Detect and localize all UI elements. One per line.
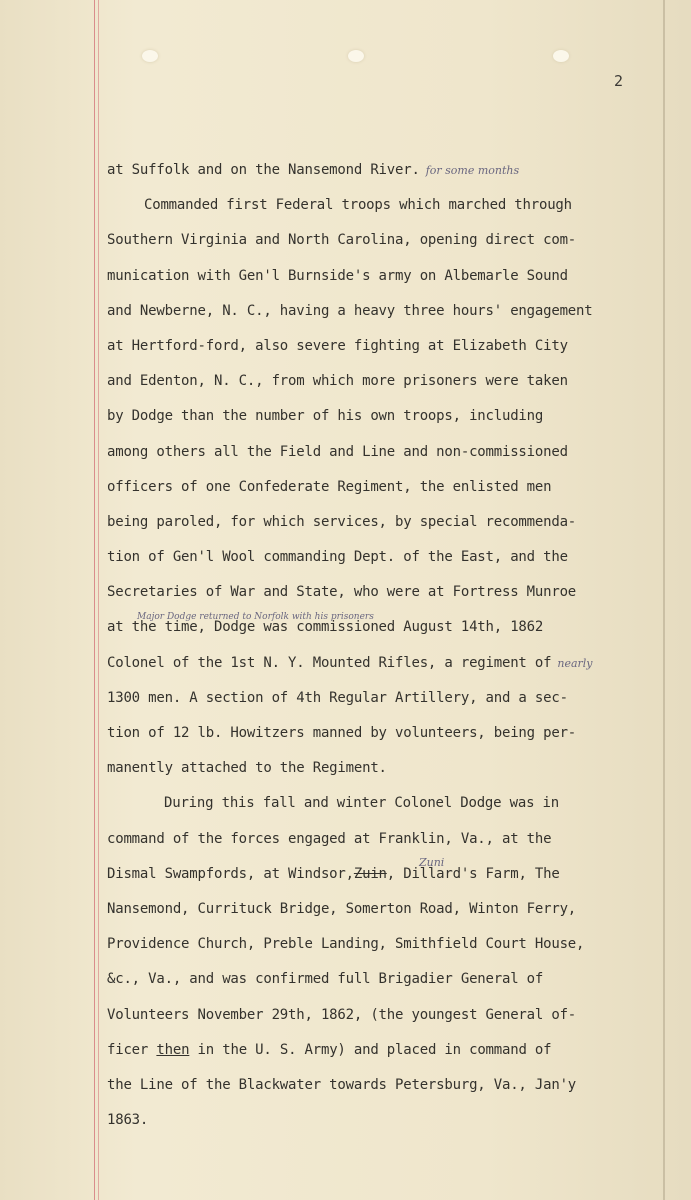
text-line: 1863. (107, 1112, 149, 1129)
text-line: at Suffolk and on the Nansemond River. for some months (107, 162, 520, 178)
text-line: manently attached to the Regiment. (107, 760, 387, 777)
text-line: Secretaries of War and State, who were at Fortress Munroe Major Dodge returned to Norfolk with his prisoners (107, 580, 657, 615)
text-line: among others all the Field and Line and non-commissioned (107, 443, 568, 460)
text-line: and Newberne, N. C., having a heavy three hours' engagement (107, 302, 593, 319)
text-line: Commanded first Federal troops which marched through (144, 197, 572, 214)
margin-rule (98, 0, 99, 1200)
text-line: Providence Church, Preble Landing, Smithfield Court House, (107, 936, 585, 953)
handwritten-note: nearly (557, 656, 593, 670)
text-line: being paroled, for which services, by special recommenda- (107, 513, 577, 530)
text-line: Colonel of the 1st N. Y. Mounted Rifles, a regiment of nearly (107, 654, 593, 671)
text-line: at the time, Dodge was commissioned August 14th, 1862 (107, 619, 544, 636)
text-line: Dismal Swampfords, at Windsor,Zuin, Dillard's Farm, The Zuni (107, 862, 657, 897)
text-line: Southern Virginia and North Carolina, opening direct com- (107, 232, 577, 249)
punch-hole (142, 50, 158, 62)
struck-word: Zuin (353, 865, 387, 882)
text-line: tion of Gen'l Wool commanding Dept. of the East, and the (107, 549, 568, 566)
text-line: Volunteers November 29th, 1862, (the youngest General of- (107, 1006, 577, 1023)
punch-hole (553, 50, 569, 62)
typed-text (107, 158, 657, 1143)
underlined-word: then (156, 1041, 190, 1058)
text-line: tion of 12 lb. Howitzers manned by volunteers, being per- (107, 725, 577, 741)
page-number: 2 (614, 72, 624, 90)
text-line: officers of one Confederate Regiment, the enlisted men (107, 478, 552, 495)
page-edge (663, 0, 665, 1200)
text-line: &c., Va., and was confirmed full Brigadier General of (107, 971, 544, 988)
text-line: by Dodge than the number of his own troops, including (107, 408, 544, 425)
handwritten-interlinear-note: Major Dodge returned to Norfolk with his prisoners (137, 612, 374, 623)
text-line: at Hertford-ford, also severe fighting at Elizabeth City (107, 337, 568, 354)
text-line: and Edenton, N. C., from which more prisoners were taken (107, 373, 568, 390)
text-line: During this fall and winter Colonel Dodge was in (164, 795, 559, 812)
text-line: munication with Gen'l Burnside's army on Albemarle Sound (107, 267, 568, 284)
handwritten-insertion: Zuni (419, 855, 445, 869)
handwritten-note: for some months (425, 164, 520, 177)
punch-hole (348, 50, 364, 62)
margin-rule (94, 0, 95, 1200)
text-line: the Line of the Blackwater towards Petersburg, Va., Jan'y (107, 1076, 577, 1093)
text-line: ficer then in the U. S. Army) and placed in command of (107, 1041, 552, 1058)
text-line: 1300 men. A section of 4th Regular Artillery, and a sec- (107, 689, 568, 706)
text-line: command of the forces engaged at Franklin, Va., at the (107, 830, 552, 847)
text-line: Nansemond, Currituck Bridge, Somerton Road, Winton Ferry, (107, 900, 577, 917)
